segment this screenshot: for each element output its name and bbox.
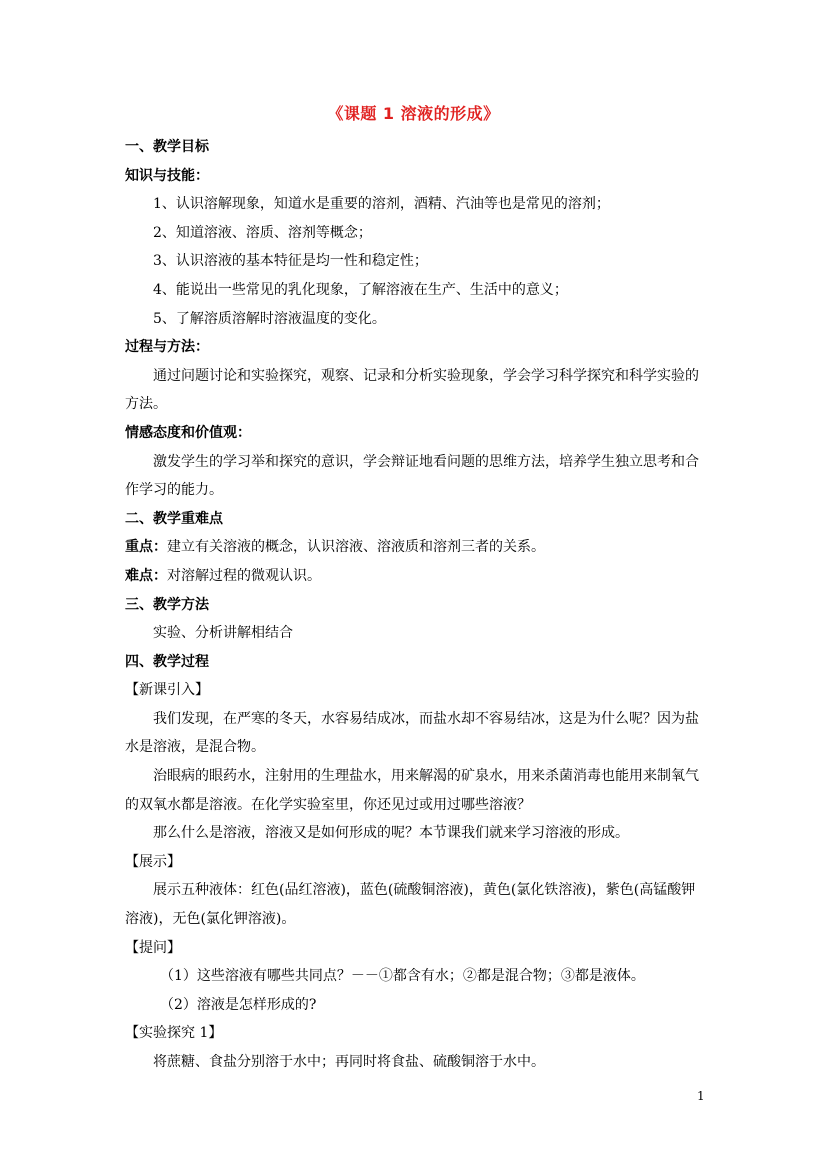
knowledge-item-2: 2、知道溶液、溶质、溶剂等概念；	[153, 224, 372, 241]
experiment-text: 将蔗糖、食盐分别溶于水中；再同时将食盐、硫酸铜溶于水中。	[153, 1054, 545, 1070]
knowledge-item-4: 4、能说出一些常见的乳化现象，了解溶液在生产、生活中的意义；	[153, 281, 568, 298]
page-number: 1	[697, 1089, 705, 1103]
ask-question-2: （2）溶液是怎样形成的?	[160, 996, 317, 1013]
show-text: 展示五种液体：红色(品红溶液)，蓝色(硫酸铜溶液)，黄色(氯化铁溶液)，紫色(高锰酸钾溶液)，无色(氯化钾溶液)。	[125, 882, 696, 928]
knowledge-item-1: 1、认识溶解现象，知道水是重要的溶剂，酒精、汽油等也是常见的溶剂；	[153, 196, 610, 213]
section-heading-process: 四、教学过程	[125, 653, 209, 670]
key-point-label: 重点：	[125, 539, 167, 556]
subheading-process: 过程与方法：	[125, 339, 209, 356]
experiment-label: 【实验探究 1】	[125, 1025, 223, 1042]
process-text: 通过问题讨论和实验探究，观察、记录和分析实验现象，学会学习科学探究和科学实验的方法。	[125, 367, 699, 413]
difficult-point-text: 对溶解过程的微观认识。	[167, 567, 321, 584]
key-point-text: 建立有关溶液的概念，认识溶液、溶液质和溶剂三者的关系。	[167, 539, 545, 556]
section-heading-keypoints: 二、教学重难点	[125, 510, 223, 527]
intro-paragraph-3: 那么什么是溶液，溶液又是如何形成的呢？本节课我们就来学习溶液的形成。	[153, 825, 629, 842]
intro-paragraph-1: 我们发现，在严寒的冬天，水容易结成冰，而盐水却不容易结冰，这是为什么呢？因为盐水是溶液，是混合物。	[125, 710, 699, 756]
document-body	[125, 133, 705, 1077]
methods-text: 实验、分析讲解相结合	[153, 625, 293, 642]
intro-label: 【新课引入】	[125, 682, 209, 699]
subheading-emotion: 情感态度和价值观：	[125, 424, 251, 441]
ask-label: 【提问】	[125, 939, 181, 956]
difficult-point	[125, 562, 705, 591]
ask-question-1: （1）这些溶液有哪些共同点？－－①都含有水；②都是混合物；③都是液体。	[160, 968, 645, 985]
knowledge-item-3: 3、认识溶液的基本特征是均一性和稳定性；	[153, 253, 428, 270]
intro-paragraph-2: 治眼病的眼药水，注射用的生理盐水，用来解渴的矿泉水，用来杀菌消毒也能用来制氧气的双氧水都是溶液。在化学实验室里，你还见过或用过哪些溶液？	[125, 768, 699, 813]
subheading-knowledge: 知识与技能：	[125, 167, 209, 184]
document-title: 《课题 1 溶液的形成》	[327, 104, 500, 123]
emotion-text: 激发学生的学习举和探究的意识，学会辩证地看问题的思维方法，培养学生独立思考和合作学习的能力。	[125, 453, 699, 499]
difficult-point-label: 难点：	[125, 567, 167, 584]
section-heading-methods: 三、教学方法	[125, 596, 209, 613]
section-heading-goals: 一、教学目标	[125, 139, 209, 155]
key-point	[125, 533, 705, 562]
show-label: 【展示】	[125, 853, 181, 870]
knowledge-item-5: 5、了解溶质溶解时溶液温度的变化。	[153, 310, 386, 327]
